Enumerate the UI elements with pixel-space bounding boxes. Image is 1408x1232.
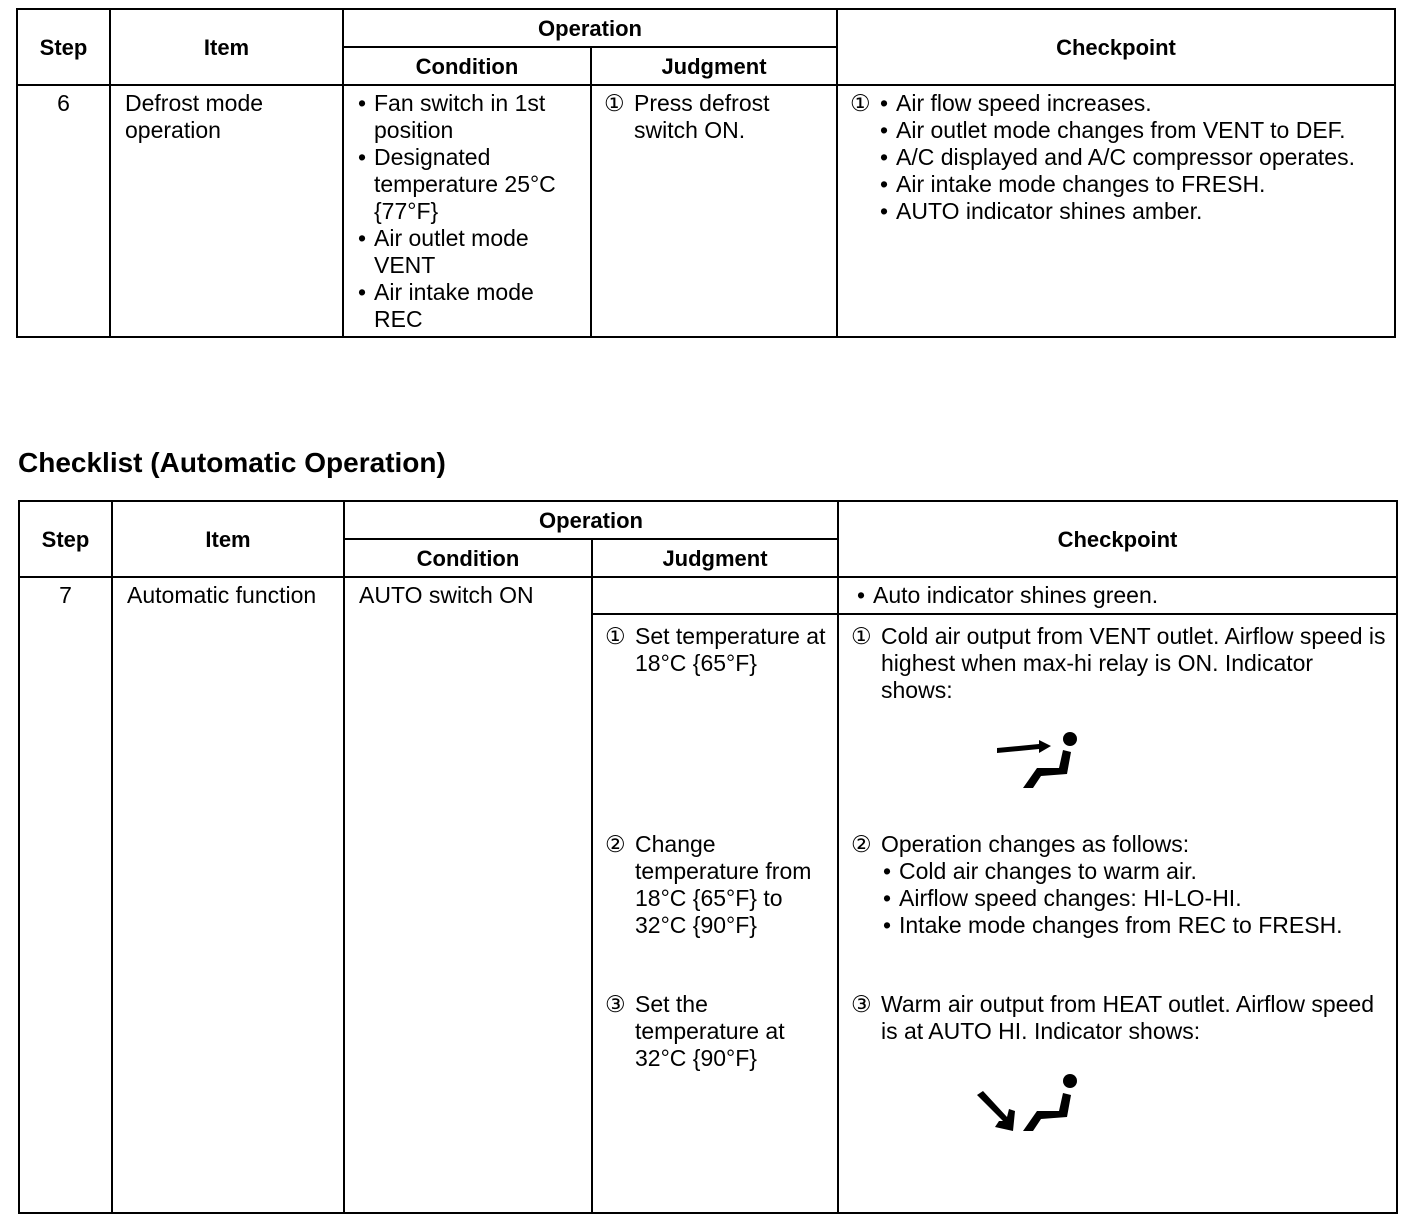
header-judgment: Judgment [591,47,837,85]
condition-cell: AUTO switch ON [344,577,592,1213]
list-item: • Air intake mode REC [358,279,534,332]
checkpoint-cell [837,85,1395,337]
list-item: • Designated temperature 25°C {77°F} [358,144,556,224]
automatic-checklist-table [18,500,1398,1214]
step-marker: ② [851,831,872,857]
header-judgment: Judgment [592,539,838,577]
defrost-checklist-table [16,8,1396,338]
list-item: • Cold air changes to warm air. [883,858,1197,884]
list-item: • AUTO indicator shines amber. [880,198,1203,224]
checkpoint-cell: ① Cold air output from VENT outlet. Airflow speed is highest when max-hi relay is ON. Indicator shows: [838,614,1397,827]
judgment-cell-empty [592,577,838,614]
section-heading: Checklist (Automatic Operation) [18,447,446,478]
checkpoint-cell: ③ Warm air output from HEAT outlet. Airflow speed is at AUTO HI. Indicator shows: [838,987,1397,1213]
list-item: • Air outlet mode VENT [358,225,529,278]
item-cell: Automatic function [112,577,344,1213]
list-item: • Air flow speed increases. [880,90,1152,116]
header-operation: Operation [344,501,838,539]
header-step: Step [17,9,110,85]
list-item: • Airflow speed changes: HI-LO-HI. [883,885,1242,911]
list-item: • Air intake mode changes to FRESH. [880,171,1266,197]
header-item: Item [110,9,343,85]
heat-mode-icon [973,1073,1388,1141]
judgment-cell: ① Set temperature at 18°C {65°F} [592,614,838,827]
step-marker: ② [605,831,626,857]
step-marker: ③ [605,991,626,1017]
judgment-cell: ③ Set the temperature at 32°C {90°F} [592,987,838,1213]
step-marker: ③ [851,991,872,1017]
item-cell: Defrost mode operation [110,85,343,337]
judgment-cell: ① Press defrost switch ON. [591,85,837,337]
condition-cell [343,85,591,337]
list-item: • Fan switch in 1st position [358,90,546,143]
header-operation: Operation [343,9,837,47]
judgment-cell: ② Change temperature from 18°C {65°F} to 32°C {90°F} [592,827,838,987]
step-marker: ① [851,623,872,649]
checkpoint-cell [838,577,1397,614]
step-marker: ① [850,90,871,116]
header-checkpoint: Checkpoint [837,9,1395,85]
step-cell: 6 [17,85,110,337]
header-item: Item [112,501,344,577]
list-item: • A/C displayed and A/C compressor operates. [880,144,1355,170]
list-item: • Air outlet mode changes from VENT to DEF. [880,117,1346,143]
step-marker: ① [605,623,626,649]
list-item: • Intake mode changes from REC to FRESH. [883,912,1343,938]
header-condition: Condition [344,539,592,577]
header-checkpoint: Checkpoint [838,501,1397,577]
checkpoint-cell: ② Operation changes as follows: • Cold air changes to warm air. • Airflow speed changes: HI-LO-HI. • Intake mode changes from REC to FRESH. [838,827,1397,987]
vent-mode-icon [993,730,1388,798]
header-step: Step [19,501,112,577]
header-condition: Condition [343,47,591,85]
step-marker: ① [604,90,625,116]
list-item: • Auto indicator shines green. [857,582,1159,608]
step-cell: 7 [19,577,112,1213]
